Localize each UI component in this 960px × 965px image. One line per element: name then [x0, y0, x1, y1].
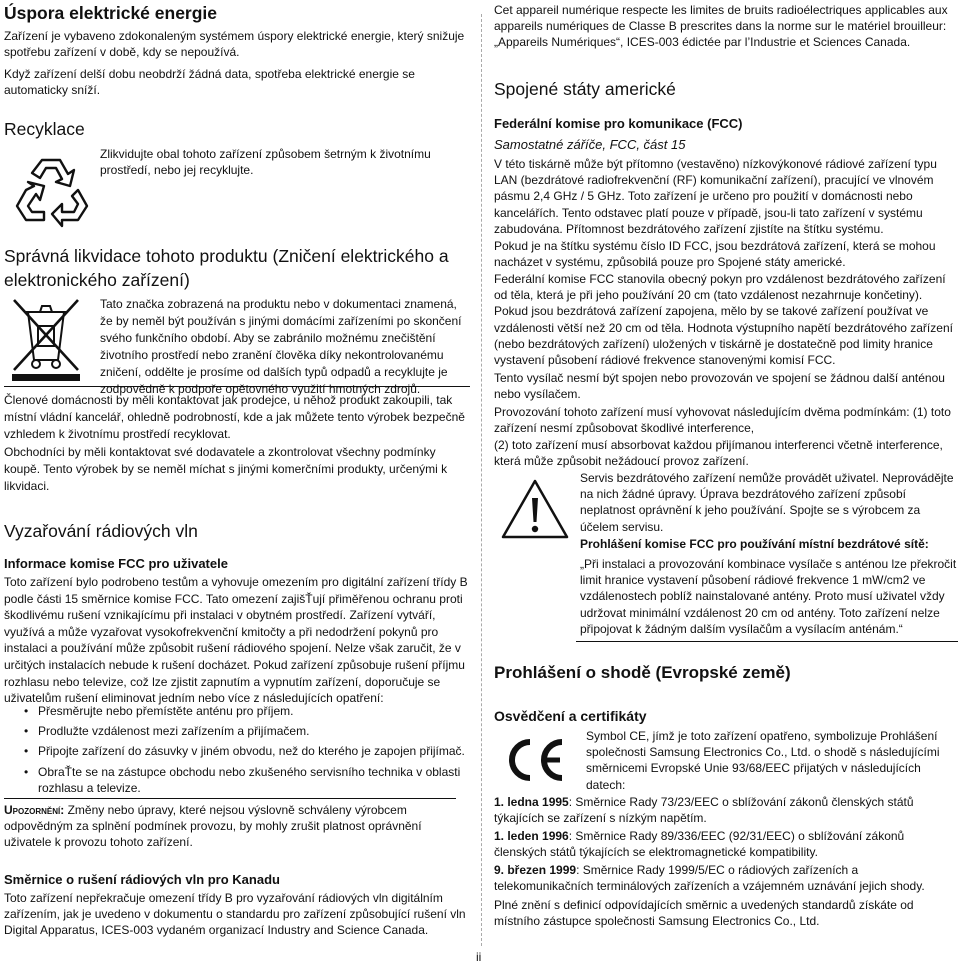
disposal-title: Správná likvidace tohoto produktu (Zničení elektrického a elektronického zařízení): [4, 246, 449, 290]
directive-3: [494, 862, 958, 894]
column-divider: [481, 14, 482, 946]
list-item: • Přesměrujte nebo přemístěte anténu pro příjem.: [20, 703, 470, 719]
eu-title: Prohlášení o shodě (Evropské země): [494, 663, 791, 682]
directive-1: [494, 794, 958, 826]
recycle-icon: [12, 150, 92, 228]
energy-paragraph-1: Zařízení je vybaveno zdokonaleným systémem úspory elektrické energie, který snižuje spotřebu zařízení v době, kdy se nepoužívá.: [4, 29, 465, 60]
usa-paragraph-1: V této tiskárně může být přítomno (vestavěno) nízkovýkonové rádiové zařízení typu LAN (bezdrátové radiofrekvenční (RF) komunikační zařízení), pracující ve vlnovém pásmu 2,4 GHz / 5 GHz. Toto zařízení je určeno pro použití v domácnosti nebo kancelářích. Tento odstavec platí pouze v případě, jsou-li tato zařízení v systému zabudována. Přítomnost bezdrátového zařízení zjistíte na štítku systému.: [494, 157, 937, 236]
eu-final-text: Plné znění s definicí odpovídajících směrnic a uvedených standardů získáte od místního zástupce společnosti Samsung Electronics Co., Ltd.: [494, 898, 914, 929]
usa-title: Spojené státy americké: [494, 79, 676, 99]
usa-paragraph-5a: Provozování tohoto zařízení musí vyhovovat následujícím dvěma podmínkám: (1) toto zařízení nesmí způsobovat škodlivé interference,: [494, 405, 951, 436]
disposal-box-text: Tato značka zobrazená na produktu nebo v dokumentaci znamená, že by neměl být používán s jinými domácími zařízeními po skončení svého funkčního období. Aby se zabránilo možnému znečištění životního prostředí nebo zranění člověka díky nekontrolovanému zničení, oddělte je prosíme od dalších typů odpadů a recyklujte je zodpovědně k podpoře opětovného využití hmotných zdrojů.: [100, 297, 462, 396]
warning-service-text: Servis bezdrátového zařízení nemůže provádět uživatel. Neprovádějte na nich žádné úpravy. Úprava bezdrátového zařízení způsobí neplatnost oprávnění k jeho používání. Spojte se s výrobcem za účelem servisu.: [580, 471, 954, 534]
page-number: ii: [476, 950, 482, 964]
usa-paragraph-5b: (2) toto zařízení musí absorbovat každou přijímanou interferenci včetně interference, která může způsobit nežádoucí provoz zařízení.: [494, 438, 943, 469]
warning-icon: [500, 478, 570, 540]
usa-paragraph-3: Federální komise FCC stanovila obecný pokyn pro vzdálenost bezdrátového zařízení od těla, která je při jeho používání 20 cm (tato vzdálenost nezahrnuje končetiny). Pokud jsou bezdrátová zařízení zapojena, mělo by se takové zařízení používat ve vzdálenosti větší než 20 cm od těla. Hodnota výstupního napětí bezdrátového zařízení (nebo bezdrátových zařízení) uložených v tiskárně je dostatečně pod limity hranice vystavení působení rádiové frekvence stanovenými komisí FCC.: [494, 272, 953, 368]
ce-mark-icon: [502, 736, 568, 784]
wlan-statement-title: Prohlášení komise FCC pro používání místní bezdrátové sítě:: [580, 537, 929, 551]
directive-3-text: : Směrnice Rady 1999/5/EC o rádiových zařízeních a telekomunikačních terminálových zařízeních a vzájemném uznávání jejich shody.: [494, 863, 925, 894]
ce-text: Symbol CE, jímž je toto zařízení opatřeno, symbolizuje Prohlášení společnosti Samsung Electronics Co., Ltd. o shodě s následujícími směrnicemi Evropské Unie 93/68/EEC přijatých v následujících datech:: [586, 729, 940, 792]
radio-measures-list: [20, 703, 470, 796]
directive-1-date: 1. ledna 1995: [494, 795, 569, 809]
canada-subtitle: Směrnice o rušení rádiových vln pro Kanadu: [4, 872, 280, 887]
energy-title: Úspora elektrické energie: [4, 3, 218, 23]
list-item: • Prodlužte vzdálenost mezi zařízením a přijímačem.: [20, 723, 470, 739]
caution-top-border: [4, 798, 456, 799]
list-item: • ObraŤte se na zástupce obchodu nebo zkušeného servisního technika v oblasti rozhlasu a televize.: [20, 764, 470, 796]
wlan-statement-text: „Při instalaci a provozování kombinace vysílače s anténou lze překročit limit hranice vystavení působení rádiové frekvence 1 mW/cm2 ve vzdálenostech poblíž nainstalované antény. Proto musí uživatel vždy udržovat minimální vzdálenost 20 cm od antény. Toto zařízení nelze připojovat k žádným dalším vysílačům a vysílacím anténám.“: [580, 557, 957, 636]
fcc-subtitle: Federální komise pro komunikace (FCC): [494, 116, 743, 131]
energy-paragraph-2: Když zařízení delší dobu neobdrží žádná data, spotřeba elektrické energie se automaticky sníží.: [4, 67, 415, 98]
directive-2-text: : Směrnice Rady 89/336/EEC (92/31/EEC) o sblížování zákonů členských států týkajících se elektromagnetické kompatibility.: [494, 829, 905, 860]
weee-bin-icon: [8, 296, 84, 382]
disposal-paragraph-1: Členové domácnosti by měli kontaktovat jak prodejce, u něhož produkt zakoupili, tak místní vládní kancelář, ohledně podrobností, kde a jak můžete tento výrobek bezpečně vzhledem k životnímu prostředí recyklovat.: [4, 393, 465, 441]
caution-note: [4, 802, 456, 851]
radio-paragraph: Toto zařízení bylo podrobeno testům a vyhovuje omezením pro digitální zařízení třídy B podle části 15 směrnice komise FCC. Tato omezení zajišŤují přiměřenou ochranu proti škodlivému rušení vznikajícímu při instalaci v obytném prostředí. Zařízení vytváří, využívá a může vyzařovat vysokofrekvenční kmitočty a při nedodržení pokynů pro instalaci a používání může způsobit rušení rádiového spojení. Nelze však zaručit, že v určitých instalacích nebude k rušení docházet. Pokud zařízení způsobuje rušení příjmu rozhlasu nebo televize, což lze zjistit zapnutím a vypnutím zařízení, doporučuje se uživatelům rušení eliminovat jedním nebo více z následujících opatření:: [4, 575, 468, 706]
directive-1-text: : Směrnice Rady 73/23/EEC o sblížování zákonů členských států týkajících se zařízení s nízkým napětím.: [494, 795, 914, 826]
directive-2-date: 1. leden 1996: [494, 829, 569, 843]
french-compliance-text: Cet appareil numérique respecte les limites de bruits radioélectriques applicables aux appareils numériques de Classe B prescrites dans la norme sur le matériel brouilleur: „Appareils Numériques“, ICES-003 édictée par l’Industrie et Sciences Canada.: [494, 3, 948, 50]
fcc-info-subtitle: Informace komise FCC pro uživatele: [4, 556, 228, 571]
fcc-part-15: Samostatné záříče, FCC, část 15: [494, 137, 686, 152]
warning-box-border: [576, 641, 958, 642]
disposal-box-border: [4, 386, 470, 387]
caution-text: Změny nebo úpravy, které nejsou výslovně schváleny výrobcem odpovědným za splnění podmínek provozu, by mohly zrušit platnost oprávnění uživatele k provozu tohoto zařízení.: [4, 803, 422, 850]
directive-2: [494, 828, 958, 860]
recycling-text: Zlikvidujte obal tohoto zařízení způsobem šetrným k životnímu prostředí, nebo jej recyklujte.: [100, 147, 431, 178]
caution-label: Upozornění:: [4, 803, 65, 817]
directive-3-date: 9. březen 1999: [494, 863, 577, 877]
usa-paragraph-2: Pokud je na štítku systému číslo ID FCC, jsou bezdrátová zařízení, která se mohou nacházet v systému, způsobilá pouze pro Spojené státy americké.: [494, 239, 936, 270]
certificates-subtitle: Osvědčení a certifikáty: [494, 708, 647, 724]
disposal-paragraph-2: Obchodníci by měli kontaktovat své dodavatele a zkontrolovat všechny podmínky koupě. Tento výrobek by se neměl míchat s jinými komerčními produkty, určenými k likvidaci.: [4, 445, 448, 493]
canada-text: Toto zařízení nepřekračuje omezení třídy B pro vyzařování rádiových vln digitálním zařízením, jak je uvedeno v dokumentu o standardu pro zařízení způsobující rušení vln Digital Apparatus, ICES-003 vydaném organizací Industry and Science Canada.: [4, 891, 466, 938]
recycling-title: Recyklace: [4, 119, 85, 139]
usa-paragraph-4: Tento vysílač nesmí být spojen nebo provozován ve spojení se žádnou další anténou nebo vysílačem.: [494, 371, 945, 402]
radio-title: Vyzařování rádiových vln: [4, 521, 198, 541]
list-item: • Připojte zařízení do zásuvky v jiném obvodu, než do kterého je zapojen přijímač.: [20, 743, 470, 759]
